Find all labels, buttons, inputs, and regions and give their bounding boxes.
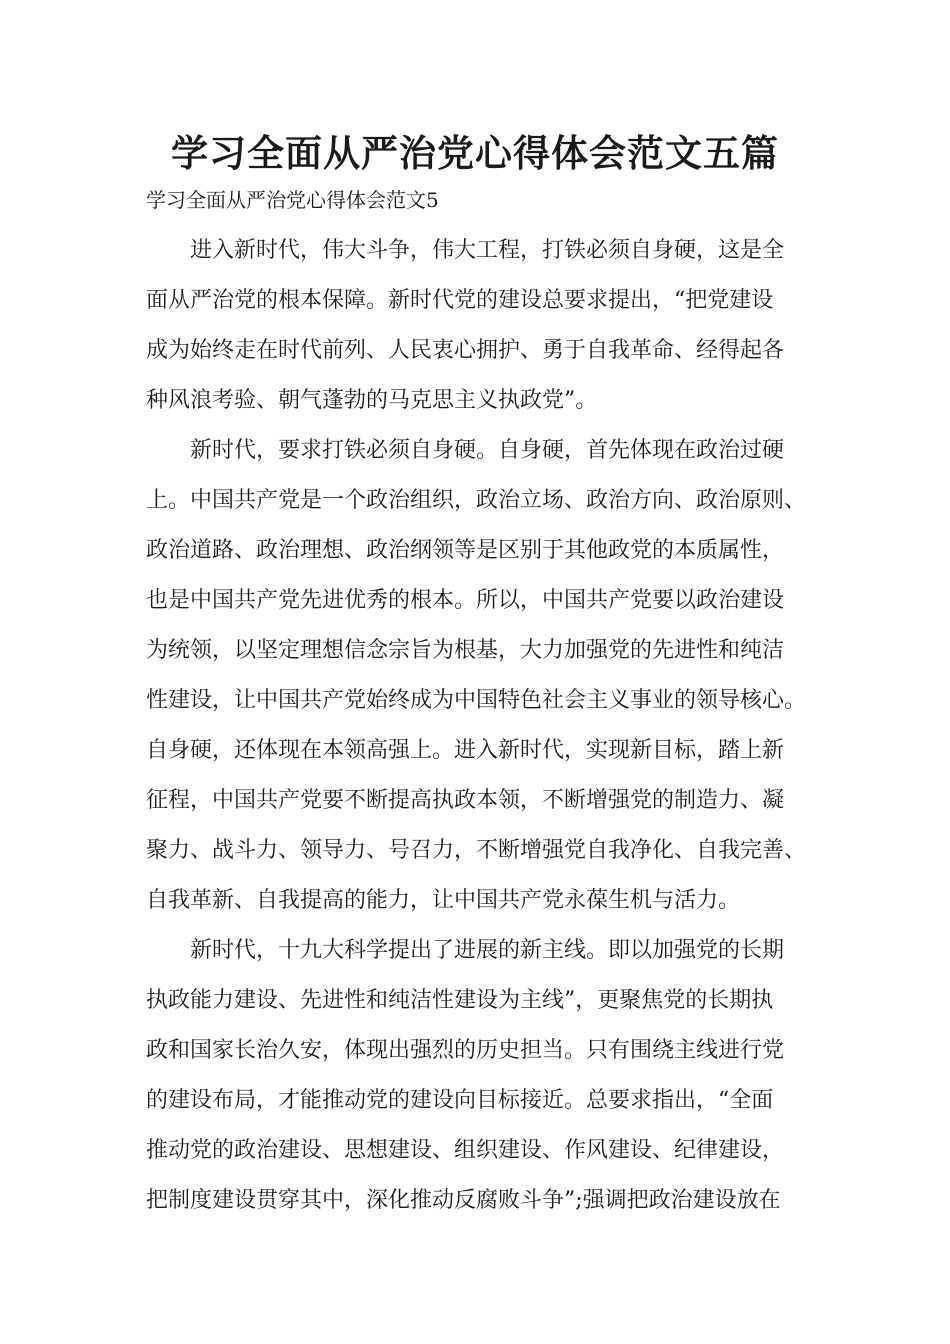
paragraph-2-line-3: 政治道路、政治理想、政治纲领等是区别于其他政党的本质属性，	[146, 538, 785, 563]
paragraph-3-line-1: 新时代，十九大科学提出了进展的新主线。即以加强党的长期	[190, 938, 785, 963]
paragraph-3-line-6: 把制度建设贯穿其中，深化推动反腐败斗争”;强调把政治建设放在	[146, 1188, 781, 1213]
paragraph-1-line-1: 进入新时代，伟大斗争，伟大工程，打铁必须自身硬，这是全	[190, 238, 785, 263]
paragraph-2-line-2: 上。中国共产党是一个政治组织，政治立场、政治方向、政治原则、	[146, 488, 807, 513]
paragraph-2-line-5: 为统领，以坚定理想信念宗旨为根基，大力加强党的先进性和纯洁	[146, 638, 785, 663]
paragraph-2-line-1: 新时代，要求打铁必须自身硬。自身硬，首先体现在政治过硬	[190, 438, 785, 463]
paragraph-1-line-2: 面从严治党的根本保障。新时代党的建设总要求提出，“把党建设	[146, 288, 774, 313]
paragraph-2-line-10: 自我革新、自我提高的能力，让中国共产党永葆生机与活力。	[146, 888, 741, 913]
paragraph-2-line-7: 自身硬，还体现在本领高强上。进入新时代，实现新目标，踏上新	[146, 738, 785, 763]
document-title: 学习全面从严治党心得体会范文五篇	[171, 131, 779, 175]
paragraph-2-line-8: 征程，中国共产党要不断提高执政本领，不断增强党的制造力、凝	[146, 788, 785, 813]
paragraph-2-line-4: 也是中国共产党先进优秀的根本。所以，中国共产党要以政治建设	[146, 588, 785, 613]
paragraph-3-line-2: 执政能力建设、先进性和纯洁性建设为主线”，更聚焦党的长期执	[146, 988, 774, 1013]
paragraph-2-line-6: 性建设，让中国共产党始终成为中国特色社会主义事业的领导核心。	[146, 688, 807, 713]
paragraph-3-line-5: 推动党的政治建设、思想建设、组织建设、作风建设、纪律建设，	[146, 1138, 785, 1163]
paragraph-3-line-4: 的建设布局，才能推动党的建设向目标接近。总要求指出，“全面	[146, 1088, 774, 1113]
paragraph-2-line-9: 聚力、战斗力、领导力、号召力，不断增强党自我净化、自我完善、	[146, 838, 807, 863]
paragraph-1-line-3: 成为始终走在时代前列、人民衷心拥护、勇于自我革命、经得起各	[146, 338, 785, 363]
paragraph-1-line-4: 种风浪考验、朝气蓬勃的马克思主义执政党”。	[146, 388, 598, 413]
paragraph-3-line-3: 政和国家长治久安，体现出强烈的历史担当。只有围绕主线进行党	[146, 1038, 785, 1063]
document-subtitle: 学习全面从严治党心得体会范文5	[146, 188, 439, 212]
